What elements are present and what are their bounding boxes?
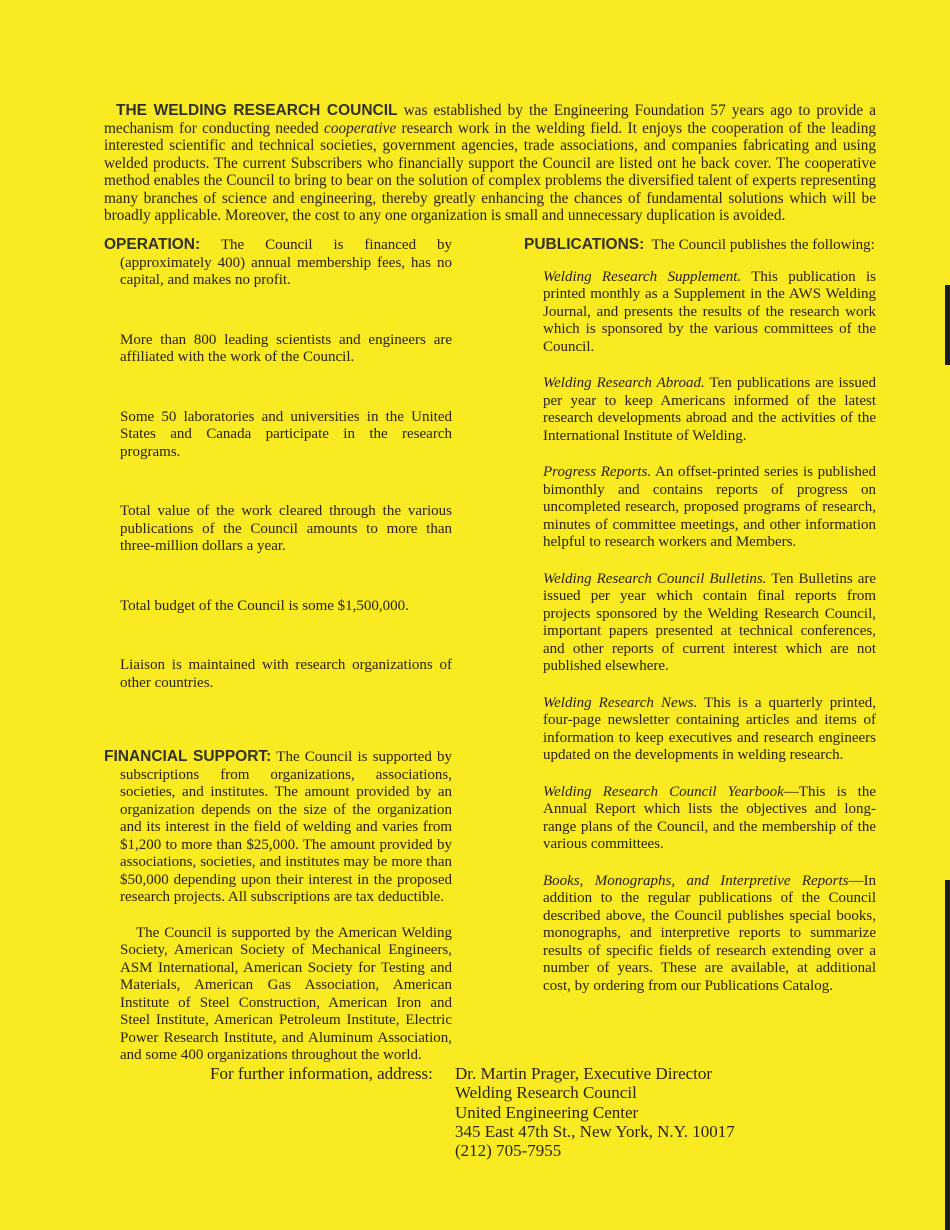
operation-p4: Total value of the work cleared through the various publications of the Council amounts to more than three-million dollars a year. (120, 503, 452, 554)
council-name: THE WELDING RESEARCH COUNCIL (116, 102, 398, 119)
publication-item (543, 269, 876, 357)
operation-heading: OPERATION: (104, 236, 201, 253)
publication-title: Welding Research News. (543, 694, 698, 711)
publication-description: —In addition to the regular publications of the Council described above, the Council publishes special books, monographs, and interpretive reports to summarize results of specific fields of research extending over a number of years. These are available, at additional cost, by ordering from our Publications Catalog. (543, 872, 876, 994)
intro-emphasis: cooperative (324, 119, 397, 137)
address-line-name: Dr. Martin Prager, Executive Director (455, 1064, 713, 1083)
financial-p2: The Council is supported by the American Welding Society, American Society of Mechanical Engineers, ASM International, American Society for Testing and Materials, American Gas Association, American Institute of Steel Construction, American Iron and Steel Institute, American Petroleum Institute, Electric Power Research Institute, and Aluminum Association, and some 400 organizations throughout the world. (120, 924, 452, 1063)
page-edge-shadow-bottom (945, 880, 950, 1230)
intro-paragraph (104, 102, 876, 225)
publication-title: Welding Research Supplement. (543, 268, 742, 285)
publication-title: Progress Reports. (543, 464, 652, 480)
operation-p1-text: The Council is financed by (approximately 400) annual membership fees, has no capital, and makes no profit. (120, 237, 452, 288)
address-line-org: Welding Research Council (455, 1083, 637, 1103)
publications-intro-text: The Council publishes the following: (651, 237, 875, 253)
left-column (104, 236, 452, 1065)
operation-p1 (104, 236, 452, 290)
operation-p2: More than 800 leading scientists and engineers are affiliated with the work of the Council. (120, 331, 452, 365)
right-column (524, 236, 876, 995)
publications-heading: PUBLICATIONS: (524, 236, 645, 253)
publication-item (543, 375, 876, 445)
publication-title: Welding Research Council Yearbook (543, 783, 784, 800)
operation-p5: Total budget of the Council is some $1,500,000. (120, 597, 409, 614)
page-edge-shadow-top (945, 285, 950, 365)
address-lines (455, 1064, 735, 1160)
intro-text-1: was established by the Engineering Foundation 57 years ago to provide a mechanism for conducting needed (104, 102, 876, 137)
publication-description: Ten publications are issued per year to keep Americans informed of the latest research developments abroad and the activities of the International Institute of Welding. (543, 375, 876, 444)
address-line-phone: (212) 705-7955 (455, 1141, 562, 1161)
publication-title: Welding Research Abroad. (543, 375, 705, 391)
publication-item (543, 695, 876, 765)
publication-description: —This is the Annual Report which lists the objectives and long-range plans of the Council, and the membership of the various committees. (543, 783, 877, 852)
publication-title: Books, Monographs, and Interpretive Reports (543, 872, 849, 889)
publication-item (543, 784, 876, 854)
operation-p6: Liaison is maintained with research organizations of other countries. (120, 657, 452, 691)
operation-p3: Some 50 laboratories and universities in the United States and Canada participate in the research programs. (120, 408, 452, 460)
publications-list (524, 269, 876, 996)
publication-description: An offset-printed series is published bimonthly and contains reports of progress on uncompleted research, proposed programs of research, minutes of committee meetings, and other information helpful to research workers and Members. (543, 464, 876, 550)
publication-item (543, 571, 876, 676)
publication-item (543, 873, 876, 996)
publication-description: This is a quarterly printed, four-page newsletter containing articles and items of information to keep executives and research engineers updated on the developments in welding research. (543, 694, 876, 763)
intro-text-2: research work in the welding field. It enjoys the cooperation of the leading interested scientific and technical societies, government agencies, trade associations, and companies fabricating and using welded products. The current Subscribers who financially support the Council are listed ont he back cover. The cooperative method enables the Council to bring to bear on the solution of complex problems the diversified talent of experts representing many branches of science and engineering, thereby greatly enhancing the chances of fundamental solutions which will be broadly applicable. Moreover, the cost to any one organization is small and unnecessary duplication is avoided. (104, 119, 876, 224)
address-line-street: 345 East 47th St., New York, N.Y. 10017 (455, 1121, 735, 1141)
address-label: For further information, address: (210, 1064, 433, 1083)
publication-item (543, 464, 876, 552)
address-line-building: United Engineering Center (455, 1102, 639, 1122)
financial-p1 (104, 748, 452, 907)
publication-description: This publication is printed monthly as a Supplement in the AWS Welding Journal, and presents the results of the research work which is sponsored by the various committees of the Council. (543, 268, 876, 355)
publication-description: Ten Bulletins are issued per year which contain final reports from projects sponsored by the Welding Research Council, important papers presented at technical conferences, and other reports of current interest which are not published elsewhere. (543, 570, 876, 674)
financial-heading: FINANCIAL SUPPORT: (104, 748, 272, 765)
financial-p1-text: The Council is supported by subscriptions from organizations, associations, societies, and institutes. The amount provided by an organization depends on the size of the organization and its interest in the field of welding and varies from $1,200 to more than $25,000. The amount provided by associations, societies, and institutes may be more than $50,000 depending upon their interest in the proposed research projects. All subscriptions are tax deductible. (120, 749, 453, 905)
publication-title: Welding Research Council Bulletins. (543, 570, 767, 587)
publications-intro (524, 236, 876, 255)
